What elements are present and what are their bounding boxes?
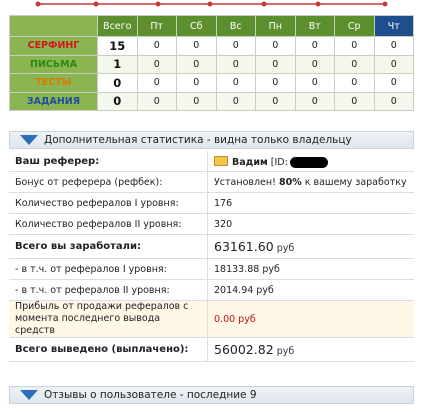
profit-label-line2: момента последнего вывода средств — [15, 313, 161, 336]
day-value: 0 — [177, 55, 217, 74]
day-value: 0 — [177, 74, 217, 93]
day-value: 0 — [295, 92, 335, 111]
row-total: 1 — [98, 55, 138, 74]
earned-lvl2-value: 2014.94 руб — [208, 280, 415, 301]
profit-value: 0.00 руб — [208, 301, 415, 338]
bonus-label: Бонус от реферера (рефбек): — [9, 172, 208, 193]
collapse-triangle-icon — [20, 135, 38, 145]
referrer-value — [208, 151, 415, 172]
earned-unit: руб — [276, 243, 295, 254]
earned-lvl2-label: - в т.ч. от рефералов II уровня: — [9, 280, 208, 301]
withdrawn-amount: 56002.82 — [214, 342, 274, 357]
column-header-day: Вс — [216, 16, 256, 37]
table-row — [9, 235, 414, 259]
day-value: 0 — [295, 55, 335, 74]
reviews-title: Отзывы о пользователе - последние 9 — [44, 389, 257, 401]
day-value: 0 — [137, 37, 177, 56]
referrer-label: Ваш реферер: — [9, 151, 208, 172]
timeline-dot — [36, 2, 41, 7]
day-value: 0 — [335, 55, 375, 74]
table-row — [9, 151, 414, 172]
withdrawn-label: Всего выведено (выплачено): — [9, 338, 208, 362]
lvl1-count-label: Количество рефералов I уровня: — [9, 193, 208, 214]
table-row — [9, 214, 414, 235]
row-label-surfing[interactable]: СЕРФИНГ — [10, 37, 98, 56]
table-row — [9, 301, 414, 338]
table-row-letters — [10, 55, 414, 74]
timeline-dot — [383, 2, 388, 7]
table-row — [9, 280, 414, 301]
weekly-header-row — [10, 16, 414, 37]
profit-label-line1: Прибыль от продажи рефералов с — [15, 301, 189, 312]
day-value: 0 — [137, 55, 177, 74]
row-total: 15 — [98, 37, 138, 56]
earned-label: Всего вы заработали: — [9, 235, 208, 259]
earned-lvl1-label: - в т.ч. от рефералов I уровня: — [9, 259, 208, 280]
day-value: 0 — [335, 74, 375, 93]
table-row-tasks — [10, 92, 414, 111]
timeline-dot — [316, 2, 321, 7]
reviews-header[interactable] — [9, 386, 414, 404]
extra-stats-header[interactable] — [9, 131, 414, 149]
day-value: 0 — [374, 92, 414, 111]
lvl2-count-value: 320 — [208, 214, 415, 235]
day-value: 0 — [137, 92, 177, 111]
day-value: 0 — [216, 37, 256, 56]
day-value: 0 — [374, 55, 414, 74]
table-row — [9, 193, 414, 214]
row-total: 0 — [98, 74, 138, 93]
table-row — [9, 338, 414, 362]
extra-stats-title: Дополнительная статистика - видна только владельцу — [44, 134, 352, 146]
weekly-activity-table — [9, 15, 414, 111]
withdrawn-value — [208, 338, 415, 362]
table-row-surfing — [10, 37, 414, 56]
collapse-triangle-icon — [20, 390, 38, 400]
profit-label — [9, 301, 208, 338]
day-value: 0 — [216, 55, 256, 74]
earned-lvl1-value: 18133.88 руб — [208, 259, 415, 280]
day-value: 0 — [374, 37, 414, 56]
day-value: 0 — [216, 74, 256, 93]
table-corner — [10, 16, 98, 37]
day-value: 0 — [256, 37, 296, 56]
bonus-status: Установлен! — [214, 176, 276, 188]
referrer-name[interactable]: Вадим — [232, 156, 268, 168]
day-value: 0 — [335, 37, 375, 56]
day-value: 0 — [295, 37, 335, 56]
day-value: 0 — [295, 74, 335, 93]
timeline-dot — [94, 2, 99, 7]
day-value: 0 — [256, 55, 296, 74]
row-label-tasks[interactable]: ЗАДАНИЯ — [10, 92, 98, 111]
redacted-id — [290, 157, 328, 168]
row-label-letters[interactable]: ПИСЬМА — [10, 55, 98, 74]
bonus-percent: 80% — [278, 176, 302, 188]
timeline-dot — [262, 2, 267, 7]
envelope-icon[interactable] — [214, 156, 228, 166]
earned-amount: 63161.60 — [214, 239, 274, 254]
day-value: 0 — [256, 74, 296, 93]
earned-value — [208, 235, 415, 259]
day-value: 0 — [137, 74, 177, 93]
day-value: 0 — [256, 92, 296, 111]
referrer-id-prefix: [ID: — [270, 156, 288, 168]
day-value: 0 — [374, 74, 414, 93]
table-row-tests — [10, 74, 414, 93]
withdrawn-unit: руб — [276, 346, 295, 357]
day-value: 0 — [216, 92, 256, 111]
timeline-dot — [208, 2, 213, 7]
day-value: 0 — [177, 92, 217, 111]
column-header-today: Чт — [374, 16, 414, 37]
bonus-value — [208, 172, 415, 193]
column-header-total: Всего — [98, 16, 138, 37]
column-header-day: Пт — [137, 16, 177, 37]
row-label-tests[interactable]: ТЕСТЫ — [10, 74, 98, 93]
column-header-day: Ср — [335, 16, 375, 37]
extra-stats-table — [9, 151, 414, 362]
bonus-suffix: к вашему заработку — [304, 176, 407, 188]
lvl2-count-label: Количество рефералов II уровня: — [9, 214, 208, 235]
column-header-day: Вт — [295, 16, 335, 37]
column-header-day: Сб — [177, 16, 217, 37]
table-row — [9, 172, 414, 193]
day-value: 0 — [335, 92, 375, 111]
timeline-dot — [156, 2, 161, 7]
day-value: 0 — [177, 37, 217, 56]
table-row — [9, 259, 414, 280]
column-header-day: Пн — [256, 16, 296, 37]
lvl1-count-value: 176 — [208, 193, 415, 214]
row-total: 0 — [98, 92, 138, 111]
activity-timeline — [0, 0, 422, 14]
